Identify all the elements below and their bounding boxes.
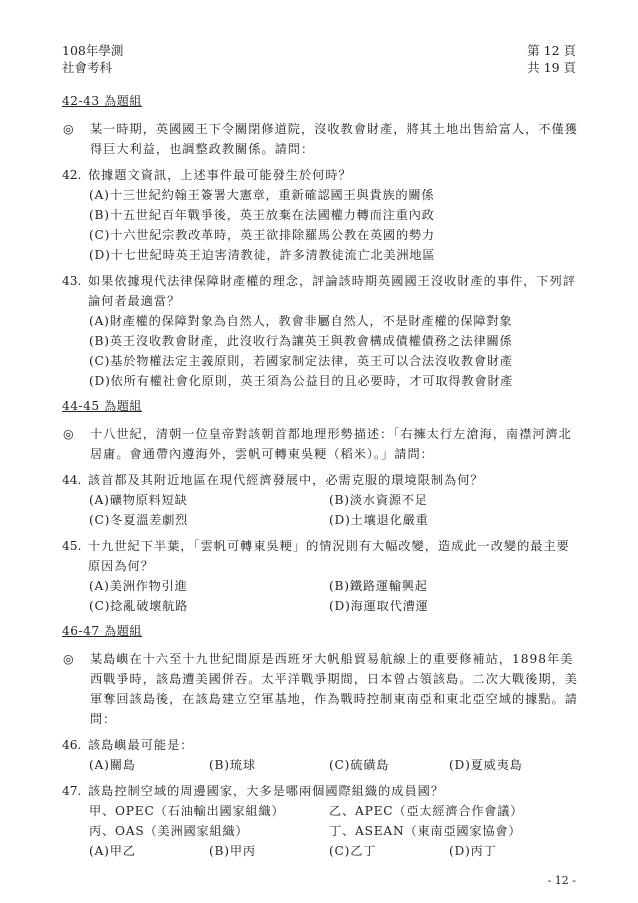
option-b: (B)英王沒收教會財產，此沒收行為讓英王與教會構成債權債務之法律關係 xyxy=(89,334,513,348)
option-d: (D)十七世紀時英王迫害清教徒，許多清教徒流亡北美洲地區 xyxy=(89,248,436,262)
option-b: (B)淡水資源不足 xyxy=(329,493,428,507)
item-yi: 乙、APEC（亞太經濟合作會議） xyxy=(329,804,524,818)
option-c: (C)乙丁 xyxy=(329,844,377,858)
option-b: (B)甲丙 xyxy=(209,844,256,858)
option-b: (B)鐵路運輸興起 xyxy=(329,579,428,593)
stem-marker: ◎ xyxy=(63,427,75,441)
question-number: 44. xyxy=(62,473,82,487)
option-d: (D)海運取代漕運 xyxy=(329,599,429,613)
question-46 xyxy=(62,735,578,755)
stem-text: 某島嶼在十六至十九世紀間原是西班牙大帆船貿易航線上的重要修補站，1898年美西戰爭時，該島遭美國併吞。太平洋戰爭期間，日本曾占領該島。二次大戰後期，美軍奪回該島後，在該島建立空軍基地，作為戰時控制東南亞和東北亞空域的據點。請問： xyxy=(90,652,578,726)
stem-text: 十八世紀，清朝一位皇帝對該朝首都地理形勢描述：「右擁太行左滄海，南襟河濟北居庸。會通帶內遵海外，雲帆可轉東吳粳（稻米）。」請問： xyxy=(90,427,572,461)
question-47 xyxy=(62,781,578,801)
option-c: (C)基於物權法定主義原則，若國家制定法律，英王可以合法沒收教會財產 xyxy=(89,354,513,368)
option-a: (A)礦物原料短缺 xyxy=(89,493,188,507)
option-b: (B)琉球 xyxy=(209,758,256,772)
question-text: 依據題文資訊，上述事件最可能發生於何時？ xyxy=(88,168,352,182)
option-b: (B)十五世紀百年戰爭後，英王放棄在法國權力轉而注重內政 xyxy=(89,208,435,222)
option-a: (A)美洲作物引進 xyxy=(89,579,188,593)
group-title: 44-45 為題組 xyxy=(62,399,143,413)
option-c: (C)冬夏溫差劇烈 xyxy=(89,513,189,527)
question-content xyxy=(62,92,578,867)
option-c: (C)十六世紀宗教改革時，英王欲排除羅馬公教在英國的勢力 xyxy=(89,228,435,242)
item-jia: 甲、OPEC（石油輸出國家組織） xyxy=(89,804,285,818)
option-d: (D)丙丁 xyxy=(449,844,497,858)
option-a: (A)財產權的保障對象為自然人，教會非屬自然人，不是財產權的保障對象 xyxy=(89,314,513,328)
option-d: (D)夏威夷島 xyxy=(449,758,523,772)
question-text: 該島嶼最可能是： xyxy=(88,738,194,752)
item-bing: 丙、OAS（美洲國家組織） xyxy=(89,824,249,838)
question-number: 46. xyxy=(62,738,82,752)
group-stem xyxy=(62,424,578,464)
group-title: 46-47 為題組 xyxy=(62,624,143,638)
item-ding: 丁、ASEAN（東南亞國家協會） xyxy=(329,824,522,838)
subject-label: 社會考科 xyxy=(62,60,113,75)
question-text: 如果依據現代法律保障財產權的理念，評論該時期英國國王沒收財產的事件，下列評論何者最適當？ xyxy=(88,274,576,308)
exam-year-label: 108年學測 xyxy=(62,43,124,58)
stem-text: 某一時期，英國國王下令關閉修道院，沒收教會財產，將其土地出售給富人，不僅獲得巨大利益，也調整政教關係。請問： xyxy=(90,122,578,156)
group-stem xyxy=(62,119,578,159)
page-number-label: 第 12 頁 xyxy=(527,43,576,58)
question-42 xyxy=(62,165,578,185)
stem-marker: ◎ xyxy=(63,652,75,666)
header-left xyxy=(62,42,123,76)
options-42 xyxy=(62,185,578,265)
stem-marker: ◎ xyxy=(63,122,75,136)
page-footer-number: - 12 - xyxy=(547,874,576,887)
total-pages-label: 共 19 頁 xyxy=(527,60,576,75)
option-a: (A)十三世紀約翰王簽署大憲章，重新確認國王與貴族的關係 xyxy=(89,188,435,202)
question-43 xyxy=(62,271,578,311)
options-46 xyxy=(62,755,578,775)
question-number: 45. xyxy=(62,539,82,553)
group-stem xyxy=(62,649,578,729)
options-43 xyxy=(62,311,578,391)
options-45 xyxy=(62,576,578,616)
group-title: 42-43 為題組 xyxy=(62,94,143,108)
header-right xyxy=(527,42,576,76)
option-c: (C)捻亂破壞航路 xyxy=(89,599,189,613)
options-47 xyxy=(62,801,578,861)
question-text: 該島控制空域的周邊國家，大多是哪兩個國際組織的成員國？ xyxy=(88,784,445,798)
option-c: (C)硫磺島 xyxy=(329,758,390,772)
option-d: (D)土壤退化嚴重 xyxy=(329,513,429,527)
question-44 xyxy=(62,470,578,490)
question-text: 十九世紀下半葉，「雲帆可轉東吳粳」的情況則有大幅改變，造成此一改變的最主要原因為何？ xyxy=(88,539,570,573)
question-number: 43. xyxy=(62,274,82,288)
option-a: (A)甲乙 xyxy=(89,844,136,858)
question-text: 該首都及其附近地區在現代經濟發展中，必需克服的環境限制為何？ xyxy=(88,473,484,487)
options-44 xyxy=(62,490,578,530)
question-number: 42. xyxy=(62,168,82,182)
option-d: (D)依所有權社會化原則，英王須為公益目的且必要時，才可取得教會財產 xyxy=(89,374,514,388)
option-a: (A)關島 xyxy=(89,758,136,772)
question-45 xyxy=(62,536,578,576)
question-number: 47. xyxy=(62,784,82,798)
